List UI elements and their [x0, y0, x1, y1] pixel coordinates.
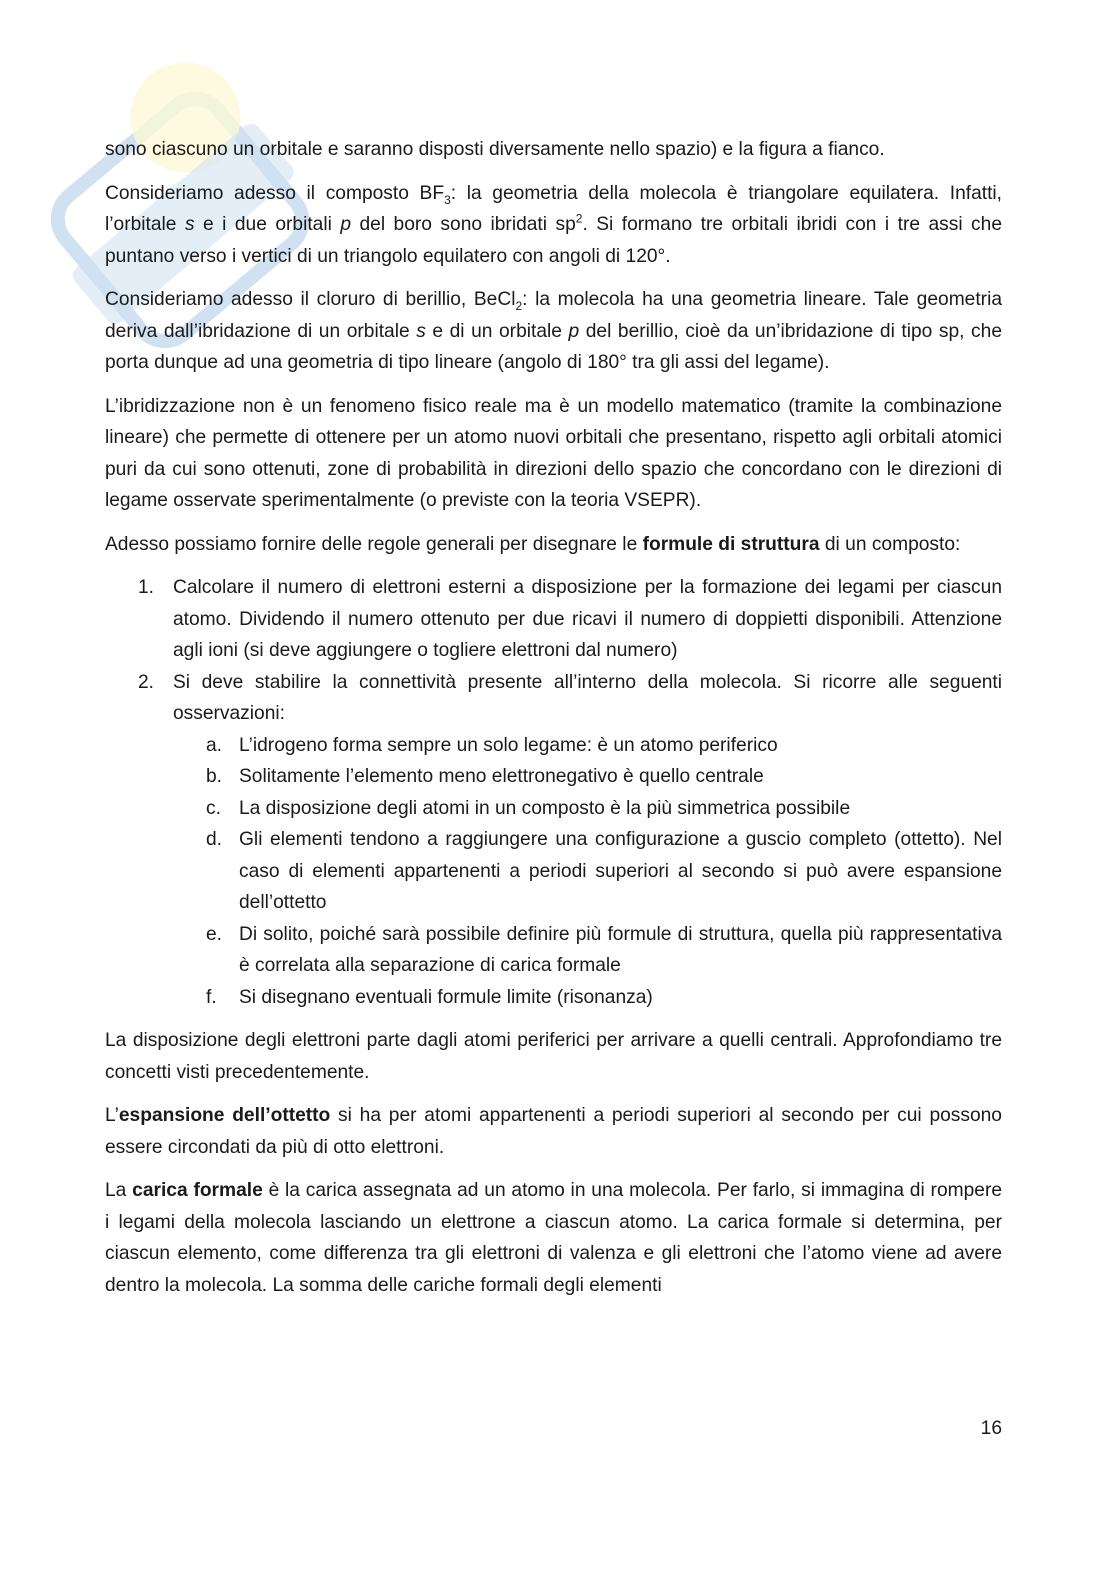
paragraph-espansione-ottetto: L’espansione dell’ottetto si ha per atomi appartenenti a periodi superiori al secondo per cui possono essere circondati da più di otto elettroni.	[105, 1105, 1002, 1158]
list-item: 2. Si deve stabilire la connettività presente all’interno della molecola. Si ricorre alle seguenti osservazioni: a. L’idrogeno forma sempre un solo legame: è un atomo periferico b. Solitamente l’elemento meno elettronegativo è quello centrale c. La disposizione degli atomi in un composto è la più simmetrica possibile d. Gli elementi tendono a raggiungere una configurazione a guscio completo (ottetto). Nel caso di elementi appartenenti a periodi superiori al secondo si può avere espansione dell’ottetto e. Di solito, poiché sarà possibile definire più formule di struttura, quella più rappresentativa è correlata alla separazione di carica formale f. Si disegnano eventuali formule limite (risonanza)	[105, 667, 1002, 1014]
document-body	[105, 134, 1002, 1313]
paragraph-1: sono ciascuno un orbitale e saranno disposti diversamente nello spazio) e la figura a fianco.	[105, 139, 885, 160]
paragraph-becl2: Consideriamo adesso il cloruro di berillio, BeCl$_2$: la molecola ha una geometria lineare. Tale geometria deriva dall’ibridazione di un orbitale s e di un orbitale p del berillio, cioè da un’ibridazione di tipo sp, che porta dunque ad una geometria di tipo lineare (angolo di 180° tra gli assi del legame).	[105, 289, 1003, 373]
paragraph-regole-intro: Adesso possiamo fornire delle regole generali per disegnare le formule di struttura di un composto:	[105, 533, 961, 555]
sub-list-item: d. Gli elementi tendono a raggiungere una configurazione a guscio completo (ottetto). Nel caso di elementi appartenenti a periodi superiori al secondo si può avere espansione dell’ottetto	[206, 829, 1002, 913]
rules-list	[105, 572, 1002, 1013]
sub-rules-list	[173, 730, 1002, 1014]
sub-list-item: f. Si disegnano eventuali formule limite (risonanza)	[206, 986, 653, 1008]
list-item: 1. Calcolare il numero di elettroni esterni a disposizione per la formazione dei legami per ciascun atomo. Dividendo il numero ottenuto per due ricavi il numero di doppietti disponibili. Attenzione agli ioni (si deve aggiungere o togliere elettroni dal numero)	[138, 577, 1002, 661]
sub-list-item: c. La disposizione degli atomi in un composto è la più simmetrica possibile	[206, 797, 851, 819]
paragraph-bf3: Consideriamo adesso il composto $BF_3$: la geometria della molecola è triangolare equilatera. Infatti, l’orbitale s e i due orbitali p del boro sono ibridati $sp^2$. Si formano tre orbitali ibridi con i tre assi che puntano verso i vertici di un triangolo equilatero con angoli di 120°.	[105, 182, 1002, 267]
sub-list-item: b. Solitamente l’elemento meno elettronegativo è quello centrale	[206, 766, 764, 787]
page-number: 16	[980, 1418, 1002, 1439]
paragraph-carica-formale: La carica formale è la carica assegnata ad un atomo in una molecola. Per farlo, si immagina di rompere i legami della molecola lasciando un elettrone a ciascun atomo. La carica formale si determina, per ciascun elemento, come differenza tra gli elettroni di valenza e gli elettroni che l’atomo viene ad avere dentro la molecola. La somma delle cariche formali degli elementi	[105, 1180, 1002, 1296]
sub-list-item: a. L’idrogeno forma sempre un solo legame: è un atomo periferico	[206, 734, 778, 756]
sub-list-item: e. Di solito, poiché sarà possibile definire più formule di struttura, quella più rappresentativa è correlata alla separazione di carica formale	[206, 923, 1002, 976]
paragraph-ibridizzazione: L’ibridizzazione non è un fenomeno fisico reale ma è un modello matematico (tramite la combinazione lineare) che permette di ottenere per un atomo nuovi orbitali che presentano, rispetto agli orbitali atomici puri da cui sono ottenuti, zone di probabilità in direzioni dello spazio che concordano con le direzioni di legame osservate sperimentalmente (o previste con la teoria VSEPR).	[105, 395, 1002, 511]
paragraph-disposizione: La disposizione degli elettroni parte dagli atomi periferici per arrivare a quelli centrali. Approfondiamo tre concetti visti precedentemente.	[105, 1030, 1002, 1083]
